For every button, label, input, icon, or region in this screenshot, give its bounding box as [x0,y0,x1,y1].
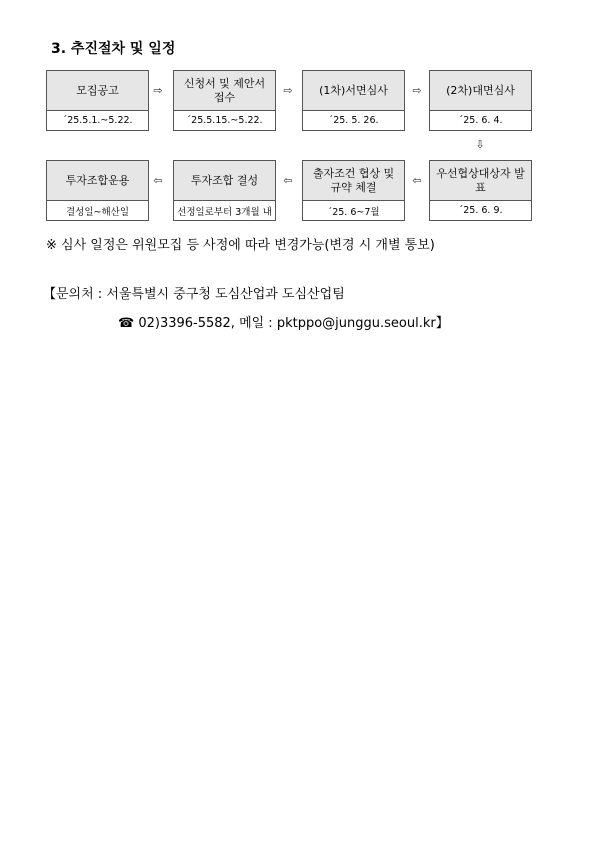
step-fund-formation [173,160,276,221]
step-negotiation-agreement [302,160,405,221]
right-arrow-icon: ⇨ [412,84,422,97]
step-application-submission [173,70,276,131]
step-title: 모집공고 [47,71,148,111]
schedule-note: ※ 심사 일정은 위원모집 등 사정에 따라 변경가능(변경 시 개별 통보) [46,238,435,253]
section-heading: 3. 추진절차 및 일정 [51,41,176,57]
contact-department: 【문의처 : 서울특별시 중구청 도심산업과 도심산업팀 [43,287,345,302]
step-title: 출자조건 협상 및 규약 체결 [303,161,404,201]
contact-phone-email: ☎ 02)3396-5582, 메일 : pktppo@junggu.seoul.kr】 [118,316,449,331]
step-title: 우선협상대상자 발표 [430,161,531,201]
step-title: (1차)서면심사 [303,71,404,111]
left-arrow-icon: ⇦ [412,174,422,187]
step-date: ´25.5.1.~5.22. [62,115,133,126]
step-title: 투자조합운용 [47,161,148,201]
step-date: 결성일~해산일 [65,206,130,218]
step-fund-operation [46,160,149,221]
step-title: 신청서 및 제안서 접수 [174,71,275,111]
left-arrow-icon: ⇦ [283,174,293,187]
step-title: 투자조합 결성 [174,161,275,201]
down-arrow-icon: ⇩ [475,138,485,151]
right-arrow-icon: ⇨ [283,84,293,97]
step-date: ´25. 6~7월 [327,206,380,218]
step-document-review [302,70,405,131]
step-preferred-bidder-announcement [429,160,532,221]
step-date: ´25. 6. 4. [458,115,503,126]
left-arrow-icon: ⇦ [153,174,163,187]
right-arrow-icon: ⇨ [153,84,163,97]
step-date: ´25. 6. 9. [458,205,503,216]
step-title: (2차)대면심사 [430,71,531,111]
step-date: ´25.5.15.~5.22. [186,115,263,126]
step-interview-review [429,70,532,131]
step-recruitment-notice [46,70,149,131]
step-date: ´25. 5. 26. [328,115,379,126]
step-date: 선정일로부터 3개월 내 [177,206,272,218]
